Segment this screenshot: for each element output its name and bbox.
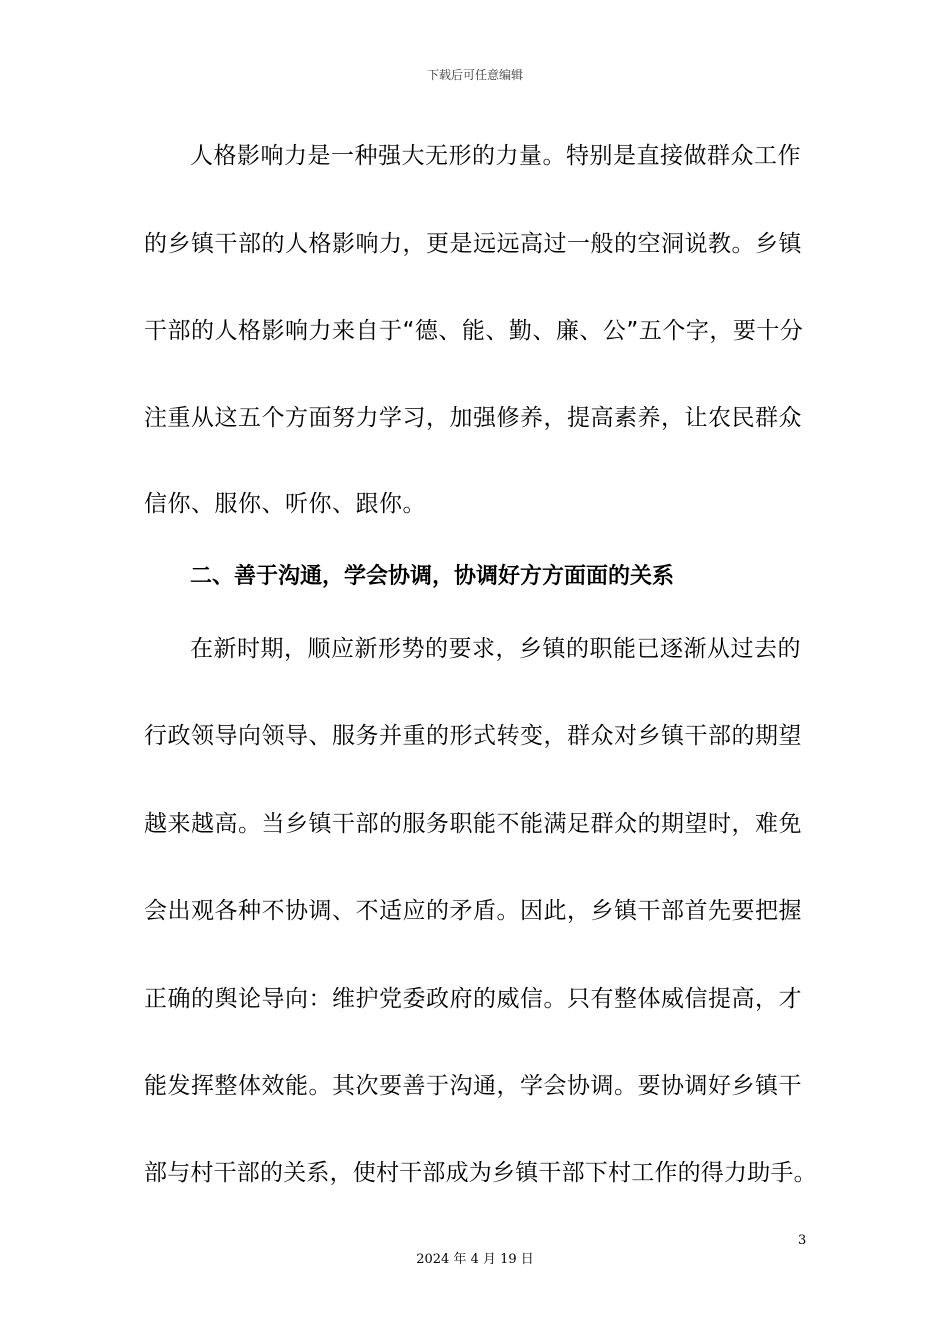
paragraph-2-line-4: 会出观各种不协调、不适应的矛盾。因此，乡镇干部首先要把握 <box>144 898 802 924</box>
paragraph-1-line-3: 干部的人格影响力来自于“德、能、勤、廉、公”五个字，要十分 <box>144 318 804 344</box>
page-footer-date: 2024 年 4 月 19 日 <box>416 1252 534 1267</box>
paragraph-2-line-1: 在新时期，顺应新形势的要求，乡镇的职能已逐渐从过去的 <box>190 636 801 662</box>
paragraph-2-line-7: 部与村干部的关系，使村干部成为乡镇干部下村工作的得力助手。 <box>144 1160 817 1186</box>
paragraph-1-line-1: 人格影响力是一种强大无形的力量。特别是直接做群众工作 <box>190 143 801 169</box>
paragraph-2-line-5: 正确的舆论导向：维护党委政府的威信。只有整体威信提高，才 <box>144 986 802 1012</box>
page-header: 下载后可任意编辑 <box>426 68 523 82</box>
paragraph-1-line-5: 信你、服你、听你、跟你。 <box>144 491 426 517</box>
paragraph-2-line-3: 越来越高。当乡镇干部的服务职能不能满足群众的期望时，难免 <box>144 811 802 837</box>
section-heading: 二、善于沟通，学会协调，协调好方方面面的关系 <box>190 564 675 589</box>
paragraph-1-line-4: 注重从这五个方面努力学习，加强修养，提高素养，让农民群众 <box>144 405 802 431</box>
page-number: 3 <box>798 1233 807 1248</box>
paragraph-1-line-2: 的乡镇干部的人格影响力，更是远远高过一般的空洞说教。乡镇 <box>144 231 802 257</box>
paragraph-2-line-6: 能发挥整体效能。其次要善于沟通，学会协调。要协调好乡镇干 <box>144 1073 802 1099</box>
paragraph-2-line-2: 行政领导向领导、服务并重的形式转变，群众对乡镇干部的期望 <box>144 723 802 749</box>
